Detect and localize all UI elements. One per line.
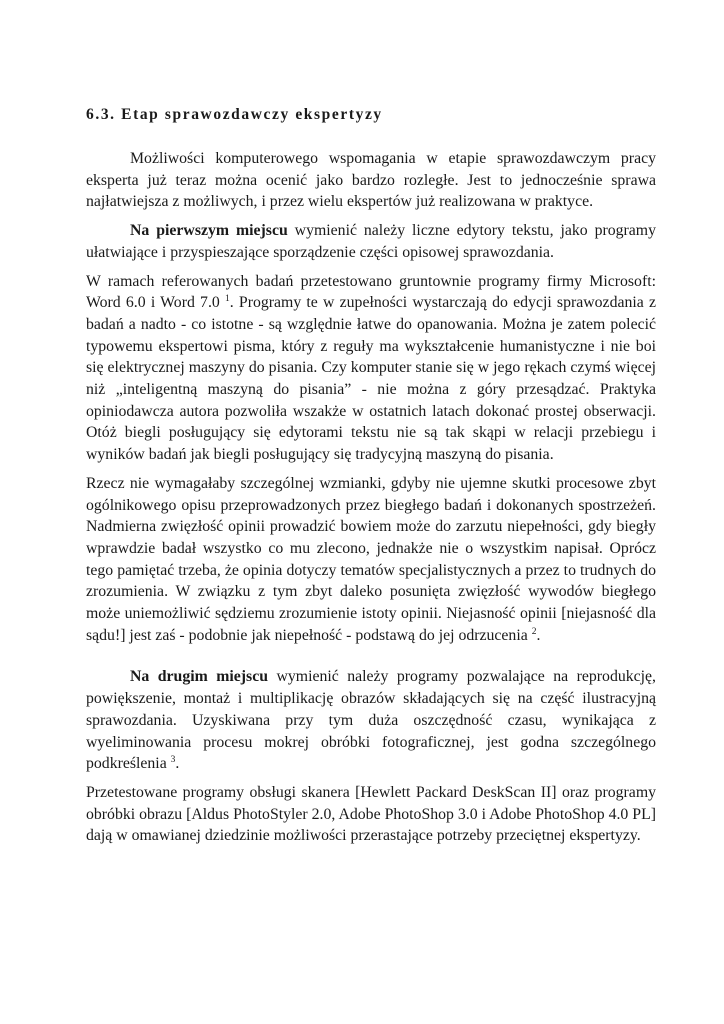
paragraph-text: wymienić należy programy pozwalające na reprodukcję, powiększenie, montaż i multiplikację obrazów składających się na część ilustracyjną sprawozdania. Uzyskiwana przy tym duża oszczędność czasu, wynikająca z wyeliminowania procesu mokrej obróbki fotograficznej, jest godna szczególnego podkreślenia (86, 668, 657, 773)
footnote-marker[interactable]: 1 (225, 294, 230, 305)
paragraph-text: W ramach referowanych badań przetestowano gruntownie programy firmy Microsoft: Word 6.0 i Word 7.0 (86, 272, 656, 312)
paragraph-text: wymienić należy liczne edytory tekstu, jako programy ułatwiające i przyspieszające sporządzenie części opisowej sprawozdania. (86, 222, 656, 261)
bold-lead: Na drugim miejscu (130, 668, 269, 686)
paragraph-word-programs (86, 271, 656, 466)
paragraph-text: Możliwości komputerowego wspomagania w etapie sprawozdawczym pracy eksperta już teraz można ocenić jako bardzo rozległe. Jest to jednocześnie sprawa najłatwiejsza z możliwych, i przez wielu ekspertów już realizowana w praktyce. (86, 150, 656, 211)
paragraph-text: Przetestowane programy obsługi skanera [Hewlett Packard DeskScan II] oraz programy obróbki obrazu [Aldus PhotoStyler 2.0, Adobe PhotoShop 3.0 i Adobe PhotoShop 4.0 PL] dają w omawianej dziedzinie możliwości przerastające potrzeby przeciętnej ekspertyzy. (86, 783, 656, 845)
paragraph-scanner-programs (86, 782, 656, 847)
paragraph-text: . Programy te w zupełności wystarczają do edycji sprawozdania z badań a nadto - co istotne - są względnie łatwe do opanowania. Można je zatem polecić typowemu ekspertowi pisma, który z reguły ma wykształcenie humanistyczne i nie boi się elektrycznej maszyny do pisania. Czy komputer stanie się w jego rękach czymś więcej niż „inteligentną maszyną do pisania” - nie można z góry przesądzać. Praktyka opiniodawcza autora pozwoliła wszakże w ostatnich latach dokonać prostej obserwacji. Otóż biegli posługujący się edytorami tekstu nie są tak skąpi w relacji przebiegu i wyników badań jak biegli posługujący się tradycyjną maszyną do pisania. (86, 294, 656, 464)
footnote-marker[interactable]: 2 (531, 626, 537, 637)
bold-lead: Na pierwszym miejscu (130, 222, 288, 240)
paragraph-intro (86, 148, 656, 213)
paragraph-text: . (175, 755, 180, 773)
paragraph-text: Rzecz nie wymagałaby szczególnej wzmianki, gdyby nie ujemne skutki procesowe zbyt ogólnikowego opisu przeprowadzonych przez biegłego badań i dokonanych spostrzeżeń. Nadmierna zwięzłość opinii prowadzić bowiem może do zarzutu niepełności, gdy biegły wprawdzie badał wszystko co mu zlecono, jednakże nie o wszystkim napisał. Oprócz tego pamiętać trzeba, że opinia dotyczy tematów specjalistycznych a przez to trudnych do zrozumienia. W związku z tym zbyt daleko posunięta zwięzłość wywodów biegłego może uniemożliwić sędziemu zrozumienie istoty opinii. Niejasność opinii [niejasność dla sądu!] jest zaś - podobnie jak niepełność - podstawą do jej odrzucenia (86, 474, 656, 644)
paragraph-first-place (86, 220, 656, 263)
section-heading: 6.3. Etap sprawozdawczy ekspertyzy (86, 106, 383, 123)
paragraph-conciseness (86, 473, 656, 647)
paragraph-second-place (86, 666, 656, 775)
paragraph-text: . (536, 626, 541, 644)
body-text (86, 148, 656, 854)
footnote-marker[interactable]: 3 (170, 755, 176, 766)
